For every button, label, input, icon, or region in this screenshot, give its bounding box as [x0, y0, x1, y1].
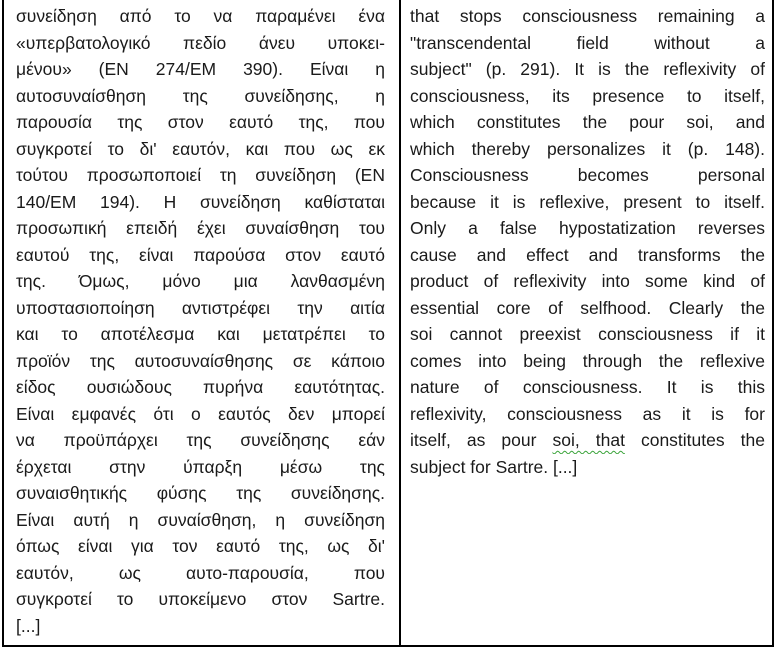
text-segment: εαυτόν, ως αυτο-παρουσία, που — [16, 562, 385, 583]
text-segment: τούτου προσωποποιεί τη συνείδηση (EN — [16, 165, 385, 185]
translation-table — [2, 0, 774, 647]
text-segment: προϊόν της αυτοσυναίσθησης σε κάποιο — [16, 350, 385, 371]
text-line — [410, 401, 765, 428]
text-segment: Only a false hypostatization reverses — [410, 218, 765, 238]
text-line — [16, 30, 385, 57]
english-column-cell — [401, 0, 774, 645]
text-segment: συγκροτεί το υποκείμενο στον Sartre. — [16, 589, 385, 609]
text-line — [16, 215, 385, 242]
text-segment: Είναι αυτή η συναίσθηση, η συνείδηση — [16, 509, 385, 530]
text-line — [410, 321, 765, 348]
text-line — [410, 83, 765, 110]
text-line — [410, 454, 765, 481]
text-line — [16, 321, 385, 348]
text-segment: προσωπική επειδή έχει συναίσθηση του — [16, 218, 385, 238]
text-line — [16, 3, 385, 30]
text-segment: essential core of selfhood. Clearly the — [410, 297, 765, 318]
text-line — [410, 348, 765, 375]
text-line — [16, 374, 385, 401]
text-line — [16, 268, 385, 295]
text-segment: subject" (p. 291). It is the reflexivity of — [410, 59, 765, 79]
text-line — [410, 136, 765, 163]
text-line — [16, 56, 385, 83]
text-segment: και το αποτέλεσμα και μετατρέπει το — [16, 324, 385, 344]
text-segment: because it is reflexive, present to itself. — [410, 191, 765, 212]
text-segment: which thereby personalizes it (p. 148). — [410, 138, 765, 159]
text-line — [410, 374, 765, 401]
text-line — [410, 189, 765, 216]
text-line — [16, 83, 385, 110]
text-line — [16, 507, 385, 534]
text-segment: αυτοσυναίσθηση της συνείδησης, η — [16, 85, 385, 106]
text-line — [410, 109, 765, 136]
text-segment: "transcendental field without a — [410, 32, 765, 53]
text-line — [410, 427, 765, 454]
text-segment: όπως είναι για τον εαυτό της, ως δι' — [16, 536, 385, 556]
text-line — [16, 189, 385, 216]
text-segment: να προϋπάρχει της συνείδησης εάν — [16, 430, 385, 450]
text-line — [410, 56, 765, 83]
text-line — [16, 613, 385, 640]
text-segment: έρχεται στην ύπαρξη μέσω της — [16, 456, 385, 477]
text-segment: reflexivity, consciousness as it is for — [410, 403, 765, 424]
text-line — [410, 242, 765, 269]
text-segment: subject for Sartre. [...] — [410, 456, 578, 477]
text-segment: συνείδηση από το να παραμένει ένα — [16, 6, 385, 26]
text-segment: 140/EM 194). Η συνείδηση καθίσταται — [16, 191, 385, 212]
text-segment: [...] — [16, 615, 41, 636]
text-segment: συγκροτεί το δι' εαυτόν, και που ως εκ — [16, 138, 385, 159]
text-line — [410, 3, 765, 30]
text-line — [410, 162, 765, 189]
text-segment: which constitutes the pour soi, and — [410, 112, 765, 132]
text-line — [16, 295, 385, 322]
text-line — [16, 586, 385, 613]
text-segment: είδος ουσιώδους πυρήνα εαυτότητας. — [16, 377, 385, 397]
text-line — [16, 136, 385, 163]
text-line — [410, 215, 765, 242]
text-line — [16, 109, 385, 136]
text-segment: consciousness, its presence to itself, — [410, 85, 765, 106]
text-line — [16, 427, 385, 454]
text-segment: μένου» (EN 274/EM 390). Είναι η — [16, 59, 385, 79]
text-line — [16, 533, 385, 560]
text-line — [16, 162, 385, 189]
text-segment: υποστασιοποίηση αντιστρέφει την αιτία — [16, 297, 385, 318]
text-segment: constitutes the — [624, 430, 765, 450]
text-segment: Consciousness becomes personal — [410, 165, 765, 185]
text-line — [16, 454, 385, 481]
text-segment: soi cannot preexist consciousness if it — [410, 324, 765, 344]
text-segment: «υπερβατολογικό πεδίο άνευ υποκει- — [16, 32, 385, 53]
text-line — [16, 480, 385, 507]
text-segment: itself, as pour — [410, 430, 553, 450]
text-segment: that stops consciousness remaining a — [410, 6, 765, 26]
text-segment: εαυτού της, είναι παρούσα στον εαυτό — [16, 244, 385, 265]
text-segment: comes into being through the reflexive — [410, 350, 765, 371]
text-segment: Είναι εμφανές ότι ο εαυτός δεν μπορεί — [16, 403, 385, 424]
text-line — [410, 295, 765, 322]
text-segment: συναισθητικής φύσης της συνείδησης. — [16, 483, 385, 503]
text-segment: της. Όμως, μόνο μια λανθασμένη — [16, 271, 385, 291]
text-line — [16, 401, 385, 428]
text-line — [410, 268, 765, 295]
text-line — [16, 242, 385, 269]
text-line — [16, 560, 385, 587]
greek-column-cell — [2, 0, 401, 645]
text-segment: product of reflexivity into some kind of — [410, 271, 765, 291]
text-line — [410, 30, 765, 57]
text-segment: cause and effect and transforms the — [410, 244, 765, 265]
text-segment: nature of consciousness. It is this — [410, 377, 765, 397]
grammar-check-underline: soi, that — [552, 430, 625, 450]
text-line — [16, 348, 385, 375]
text-segment: παρουσία της στον εαυτό της, που — [16, 112, 385, 132]
